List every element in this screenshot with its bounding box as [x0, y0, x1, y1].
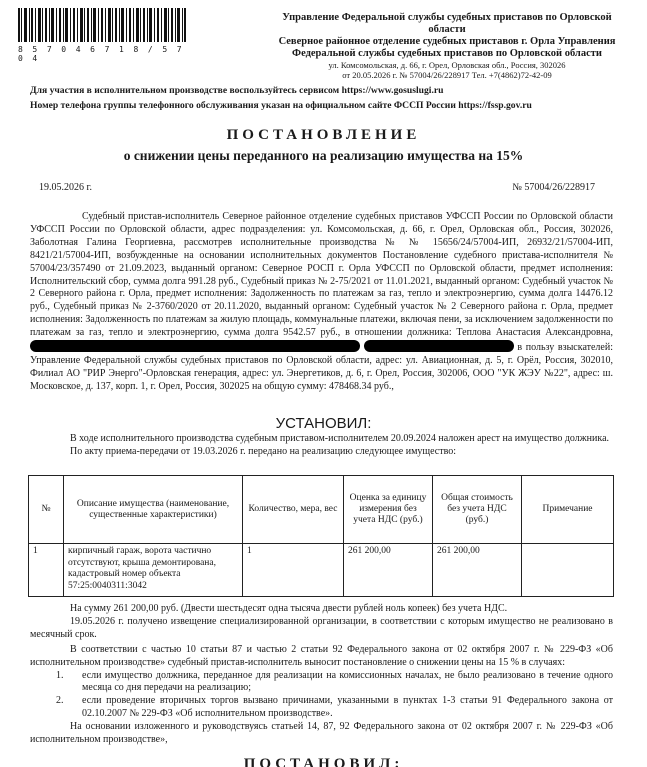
list-item	[56, 695, 613, 721]
cell-total: 261 200,00	[433, 544, 522, 597]
cell-description: кирпичный гараж, ворота частично отсутствуют, крыша демонтирована, кадастровый номер объекта 57:25:0040311:3042	[64, 544, 243, 597]
paragraph-established	[30, 433, 613, 459]
phone-notice: Номер телефона группы телефонного обслуживания указан на официальном сайте ФССП России https://fssp.gov.ru	[30, 100, 532, 111]
barcode-number: 8 5 7 0 4 6 7 1 8 / 5 7 0 4	[18, 45, 184, 63]
paragraph-preamble	[30, 211, 613, 394]
cell-unit-price: 261 200,00	[344, 544, 433, 597]
header-date-number: от 20.05.2026 г. № 57004/26/228917 Тел. +7(4862)72-42-09	[342, 70, 552, 80]
transfer-act-line: По акту приема-передачи от 19.03.2026 г. передано на реализацию следующее имущество:	[70, 445, 457, 457]
paragraph-reasons	[30, 603, 613, 747]
col-header-quantity: Количество, мера, вес	[243, 476, 344, 544]
header-line: области	[428, 24, 466, 35]
redaction-bar	[364, 340, 514, 352]
notice-received-line: 19.05.2026 г. получено извещение специализированной организации, в соответствии с которым имущество не реализовано в месячный срок.	[30, 615, 613, 640]
list-item-text: если проведение вторичных торгов вызвано причинами, указанными в пунктах 1-3 статьи 91 Федерального закона от 02.10.2007 № 229-ФЗ «Об исполнительном производстве».	[82, 695, 613, 720]
cell-note	[522, 544, 614, 597]
document-subtitle: о снижении цены переданного на реализацию имущества на 15%	[123, 148, 524, 163]
established-line: В ходе исполнительного производства судебным приставом-исполнителем 20.09.2024 наложен арест на имущество должника.	[70, 433, 610, 444]
document-title: ПОСТАНОВЛЕНИЕ	[226, 127, 421, 143]
header-address: ул. Комсомольская, д. 66, г. Орел, Орловская обл., Россия, 302026	[328, 60, 566, 70]
header-line: Федеральной службы судебных приставов по Орловской области	[292, 48, 602, 59]
barcode-image	[18, 8, 186, 42]
list-item-text: если имущество должника, переданное для реализации на комиссионных началах, не было реализовано в течение одного месяца со дня передачи на реализацию;	[82, 669, 613, 694]
preamble-text-continued: в пользу взыскателей: Управление Федеральной службы судебных приставов по Орловской области, адрес: ул. Авиационная, д. 5, г. Орёл, Россия, 302010, Филиал АО "РИР Энерго"-Орловская генерация, адрес: ул. Энергетиков, д. 6, г. Орел, Россия, 302006, ООО "УК ЖЭУ №22", адрес: ш. Московское, д. 137, корп. 1, г. Орел, Россия, 302025 на общую сумму: 478468.34 руб.,	[30, 342, 613, 392]
col-header-description: Описание имущества (наименование, существенные характеристики)	[64, 476, 243, 544]
preamble-text: Судебный пристав-исполнитель Северное районное отделение судебных приставов УФССП России по Орловской области УФССП России по Орловской области, адрес подразделения: ул. Комсомольская, д. 66, г. Орел, Орловская обл., Россия, 302026, Заболотная Галина Георгиевна, рассмотрев исполнительные производства № № 15656/24/57004-ИП, 26932/21/57004-ИП, 8421/21/57004-ИП, возбужденные на основании исполнительных документов Постановление судебного пристава-исполнителя № 57004/23/357490 от 21.09.2023, выданный органом: Северное РОСП г. Орла УФССП по Орловской области, предмет исполнения: Исполнительский сбор, сумма долга 991.28 руб., Судебный приказ № 2-75/2021 от 11.01.2021, выданный органом: Судебный участок № 2 Северного района г. Орла, предмет исполнения: Задолженность по платежам за газ, тепло и электроэнергию, сумма долга 14476.12 руб., Судебный приказ № 2-3760/2020 от 20.11.2020, выданный органом: Судебный участок № 2 Северного района г. Орла, предмет исполнения: Задолженность по платежам за жилую площадь, коммунальные платежи, включая пени, за исключением задолженности по платежам за газ, тепло и электроэнергию, сумма долга 9542.57 руб., в отношении должника: Теплова Анастасия Александровна,	[30, 211, 613, 339]
redaction-bar	[30, 340, 360, 352]
list-item-number: 2.	[56, 695, 64, 707]
document-date: 19.05.2026 г.	[39, 182, 92, 193]
col-header-total: Общая стоимость без учета НДС (руб.)	[433, 476, 522, 544]
law-basis-line: В соответствии с частью 10 статьи 87 и частью 2 статьи 92 Федерального закона от 02 октября 2007 г. № 229-ФЗ «Об исполнительном производстве» судебный пристав-исполнитель выносит постановление о снижении цены на 15 % в случаях:	[30, 643, 613, 668]
table-header-row	[29, 476, 614, 544]
issuer-header	[262, 12, 632, 80]
list-item	[56, 670, 613, 696]
grounds-line: На основании изложенного и руководствуясь статьей 14, 87, 92 Федерального закона от 02 октября 2007 г. № 229-ФЗ «Об исполнительном производстве»,	[30, 721, 613, 746]
sum-line: На сумму 261 200,00 руб. (Двести шестьдесят одна тысяча двести рублей ноль копеек) без учета НДС.	[70, 603, 508, 614]
cell-number: 1	[29, 544, 64, 597]
gosuslugi-notice: Для участия в исполнительном производстве воспользуйтесь сервисом https://www.gosuslugi.ru	[30, 85, 444, 96]
table-row	[29, 544, 614, 597]
property-table	[28, 475, 614, 597]
col-header-unit-price: Оценка за единицу измерения без учета НДС (руб.)	[344, 476, 433, 544]
cell-quantity: 1	[243, 544, 344, 597]
document-number: № 57004/26/228917	[512, 182, 595, 193]
col-header-note: Примечание	[522, 476, 614, 544]
col-header-number: №	[29, 476, 64, 544]
decided-heading: ПОСТАНОВИЛ:	[243, 756, 404, 767]
established-heading: УСТАНОВИЛ:	[275, 415, 372, 432]
header-line: Управление Федеральной службы судебных приставов по Орловской	[282, 12, 612, 23]
list-item-number: 1.	[56, 669, 64, 681]
header-line: Северное районное отделение судебных приставов г. Орла Управления	[278, 36, 616, 47]
